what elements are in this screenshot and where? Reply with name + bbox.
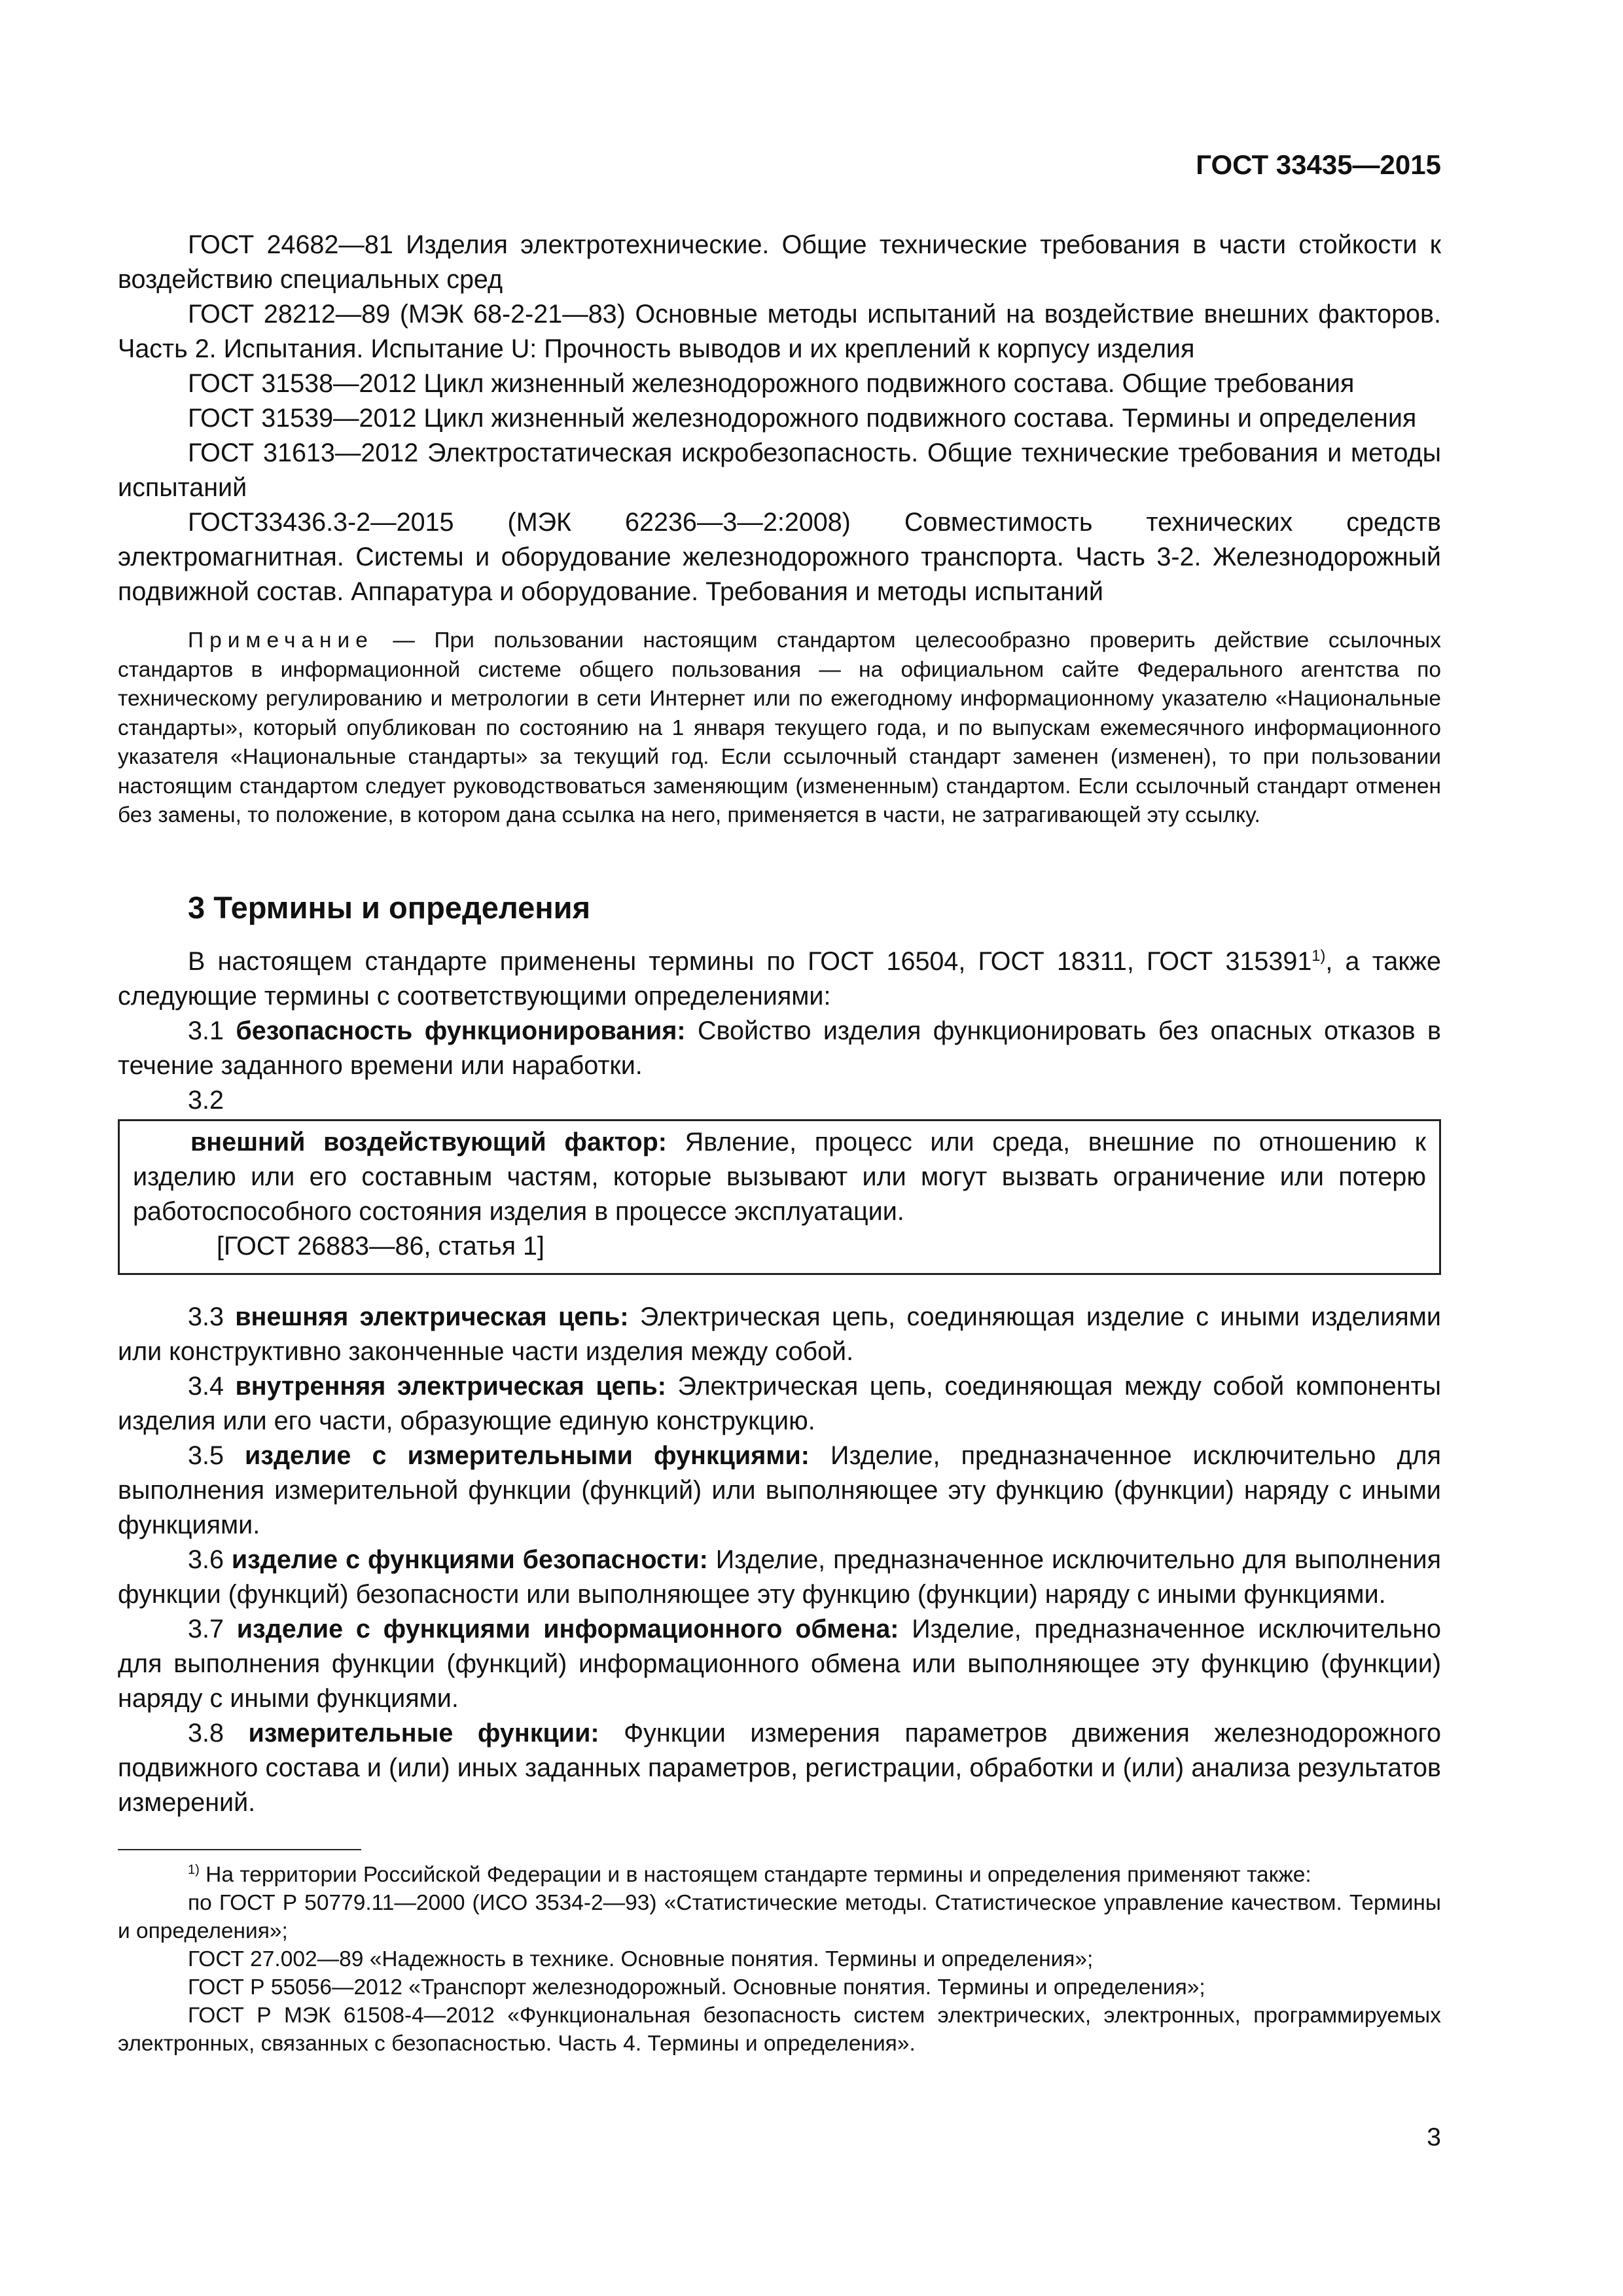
section-title: 3 Термины и определения — [188, 889, 590, 925]
reference-item: ГОСТ 28212—89 (МЭК 68-2-21—83) Основные методы испытаний на воздействие внешних факторов. Часть 2. Испытания. Испытание U: Прочность выводов и их креплений к корпусу изделия — [118, 300, 1441, 363]
reference-item: ГОСТ 31538—2012 Цикл жизненный железнодорожного подвижного состава. Общие требования — [188, 369, 1355, 398]
term-name: безопасность функционирования: — [236, 1016, 686, 1045]
term-3-2-box — [118, 1119, 1441, 1275]
term-3-7 — [118, 1612, 1441, 1716]
section-intro — [118, 944, 1441, 1014]
term-definition: Электрическая цепь, соединяющая между собой компоненты изделия или его части, образующие единую конструкцию. — [118, 1371, 1442, 1435]
reference-item: ГОСТ 31613—2012 Электростатическая искробезопасность. Общие технические требования и методы испытаний — [118, 439, 1441, 502]
page-number: 3 — [1427, 2123, 1441, 2151]
term-definition: Изделие, предназначенное исключительно для выполнения измерительной функции (функций) или выполняющее эту функцию (функции) наряду с иными функциями. — [118, 1441, 1441, 1539]
term-number: 3.6 — [188, 1545, 232, 1574]
term-number: 3.1 — [188, 1016, 236, 1045]
term-definition: Электрическая цепь, соединяющая изделие с иными изделиями или конструктивно законченные части изделия между собой. — [118, 1302, 1441, 1366]
reference-note — [118, 626, 1441, 831]
footnote — [118, 1861, 1441, 2058]
document-body — [118, 228, 1441, 2058]
note-label: Примечание — [188, 628, 374, 653]
footnote-item: ГОСТ Р МЭК 61508-4—2012 «Функциональная безопасность систем электрических, электронных, программируемых электронных, связанных с безопасностью. Часть 4. Термины и определения». — [118, 2003, 1441, 2056]
term-definition: Явление, процесс или среда, внешние по отношению к изделию или его составным частям, которые вызывают или могут вызвать ограничение или потерю работоспособного состояния изделия в процессе эксплуатации. — [133, 1127, 1426, 1226]
term-3-5 — [118, 1439, 1441, 1543]
term-3-1 — [118, 1014, 1441, 1083]
footnote-text: На территории Российской Федерации и в настоящем стандарте термины и определения применяют также: — [199, 1862, 1311, 1887]
term-name: изделие с функциями информационного обмена: — [236, 1614, 899, 1643]
footnote-mark: 1) — [188, 1862, 200, 1877]
footnote-divider — [118, 1849, 361, 1850]
term-name: внешняя электрическая цепь: — [235, 1302, 629, 1331]
reference-item: ГОСТ 24682—81 Изделия электротехнические. Общие технические требования в части стойкости к воздействию специальных сред — [118, 230, 1441, 294]
term-name: внешний воздействующий фактор: — [190, 1127, 667, 1157]
term-3-2-number: 3.2 — [188, 1085, 224, 1115]
term-3-4 — [118, 1369, 1441, 1439]
term-definition: Свойство изделия функционировать без опасных отказов в течение заданного времени или наработки. — [118, 1016, 1441, 1080]
footnote-ref: 1) — [1311, 947, 1326, 965]
footnote-item: по ГОСТ Р 50779.11—2000 (ИСО 3534-2—93) «Статистические методы. Статистическое управление качеством. Термины и определения»; — [118, 1890, 1441, 1943]
term-3-2 — [133, 1125, 1426, 1229]
term-3-6 — [118, 1543, 1441, 1612]
term-definition: Функции измерения параметров движения железнодорожного подвижного состава и (или) иных заданных параметров, регистрации, обработки и (или) анализа результатов измерений. — [118, 1718, 1441, 1817]
term-3-8 — [118, 1716, 1441, 1820]
term-definition: Изделие, предназначенное исключительно для выполнения функции (функций) информационного обмена или выполняющее эту функцию (функции) наряду с иными функциями. — [118, 1614, 1442, 1713]
term-name: измерительные функции: — [248, 1718, 599, 1748]
term-number: 3.3 — [188, 1302, 236, 1331]
term-3-3 — [118, 1300, 1441, 1369]
footnote-item: ГОСТ Р 55056—2012 «Транспорт железнодорожный. Основные понятия. Термины и определения»; — [188, 1975, 1205, 2000]
term-name: внутренняя электрическая цепь: — [235, 1371, 666, 1401]
term-number: 3.4 — [188, 1371, 236, 1401]
reference-item: ГОСТ 31539—2012 Цикл жизненный железнодорожного подвижного состава. Термины и определения — [188, 404, 1417, 433]
intro-text-continued: , а также следующие термины с соответствующими определениями: — [118, 946, 1441, 1011]
term-name: изделие с функциями безопасности: — [231, 1545, 708, 1574]
term-number: 3.7 — [188, 1614, 237, 1643]
note-text: — При пользовании настоящим стандартом целесообразно проверить действие ссылочных стандартов в информационной системе общего пользования — на официальном сайте Федерального агентства по техническому регулированию и метрологии в сети Интернет или по ежегодному информационному указателю «Национальные стандарты», который опубликован по состоянию на 1 января текущего года, и по выпускам ежемесячного информационного указателя «Национальные стандарты» за текущий год. Если ссылочный стандарт заменен (изменен), то при пользовании настоящим стандартом следует руководствоваться заменяющим (измененным) стандартом. Если ссылочный стандарт отменен без замены, то положение, в котором дана ссылка на него, применяется в части, не затрагивающей эту ссылку. — [118, 628, 1441, 827]
footnote-item: ГОСТ 27.002—89 «Надежность в технике. Основные понятия. Термины и определения»; — [188, 1946, 1094, 1971]
reference-item: ГОСТ33436.3-2—2015 (МЭК 62236—3—2:2008) Совместимость технических средств электромагнитная. Системы и оборудование железнодорожного транспорта. Часть 3-2. Железнодорожный подвижной состав. Аппаратура и оборудование. Требования и методы испытаний — [118, 508, 1441, 606]
term-source: [ГОСТ 26883—86, статья 1] — [217, 1231, 544, 1261]
document-code: ГОСТ 33435—2015 — [1196, 149, 1441, 180]
term-name: изделие с измерительными функциями: — [245, 1441, 810, 1470]
footnote-intro — [118, 1861, 1441, 1889]
term-number: 3.8 — [188, 1718, 249, 1748]
intro-text: В настоящем стандарте применены термины по ГОСТ 16504, ГОСТ 18311, ГОСТ 315391 — [188, 946, 1312, 976]
term-definition: Изделие, предназначенное исключительно для выполнения функции (функций) безопасности или выполняющее эту функцию (функции) наряду с иными функциями. — [118, 1545, 1441, 1609]
term-number: 3.5 — [188, 1441, 245, 1470]
